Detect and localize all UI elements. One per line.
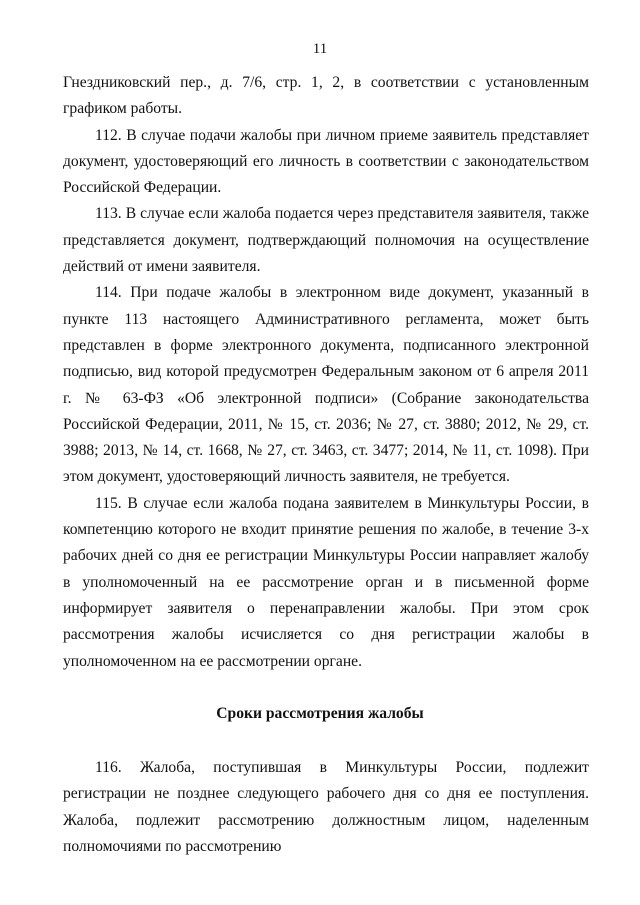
body-text-bottom — [63, 755, 589, 860]
paragraph-115: 115. В случае если жалоба подана заявителем в Минкультуры России, в компетенцию которого не входит принятие решения по жалобе, в течение 3-х рабочих дней со дня ее регистрации Минкультуры России направляет жалобу в уполномоченный на ее рассмотрение орган и в письменной форме информирует заявителя о перенаправлении жалобы. При этом срок рассмотрения жалобы исчисляется со дня регистрации жалобы в уполномоченном на ее рассмотрении органе. — [63, 494, 589, 670]
paragraph-112: 112. В случае подачи жалобы при личном приеме заявитель представляет документ, удостоверяющий его личность в соответствии с законодательством Российской Федерации. — [63, 126, 589, 197]
paragraph-114: 114. При подаче жалобы в электронном виде документ, указанный в пункте 113 настоящего Административного регламента, может быть представлен в форме электронного документа, подписанного электронной подписью, вид которой предусмотрен Федеральным законом от 6 апреля 2011 г. № 63-ФЗ «Об электронной подписи» (Собрание законодательства Российской Федерации, 2011, № 15, ст. 2036; № 27, ст. 3880; 2012, № 29, ст. 3988; 2013, № 14, ст. 1668, № 27, ст. 3463, ст. 3477; 2014, № 11, ст. 1098). При этом документ, удостоверяющий личность заявителя, не требуется. — [63, 284, 589, 486]
paragraph-113: 113. В случае если жалоба подается через представителя заявителя, также представляется документ, подтверждающий полномочия на осуществление действий от имени заявителя. — [63, 205, 589, 276]
page-number: 11 — [312, 41, 328, 57]
paragraph-116: 116. Жалоба, поступившая в Минкультуры России, подлежит регистрации не позднее следующего рабочего дня со дня ее поступления. Жалоба, подлежит рассмотрению должностным лицом, наделенным полномочиями по рассмотрению — [63, 759, 589, 855]
paragraph-continuation: Гнездниковский пер., д. 7/6, стр. 1, 2, в соответствии с установленным графиком работы. — [63, 74, 589, 118]
body-text-top — [63, 70, 589, 675]
section-heading: Сроки рассмотрения жалобы — [216, 705, 424, 722]
